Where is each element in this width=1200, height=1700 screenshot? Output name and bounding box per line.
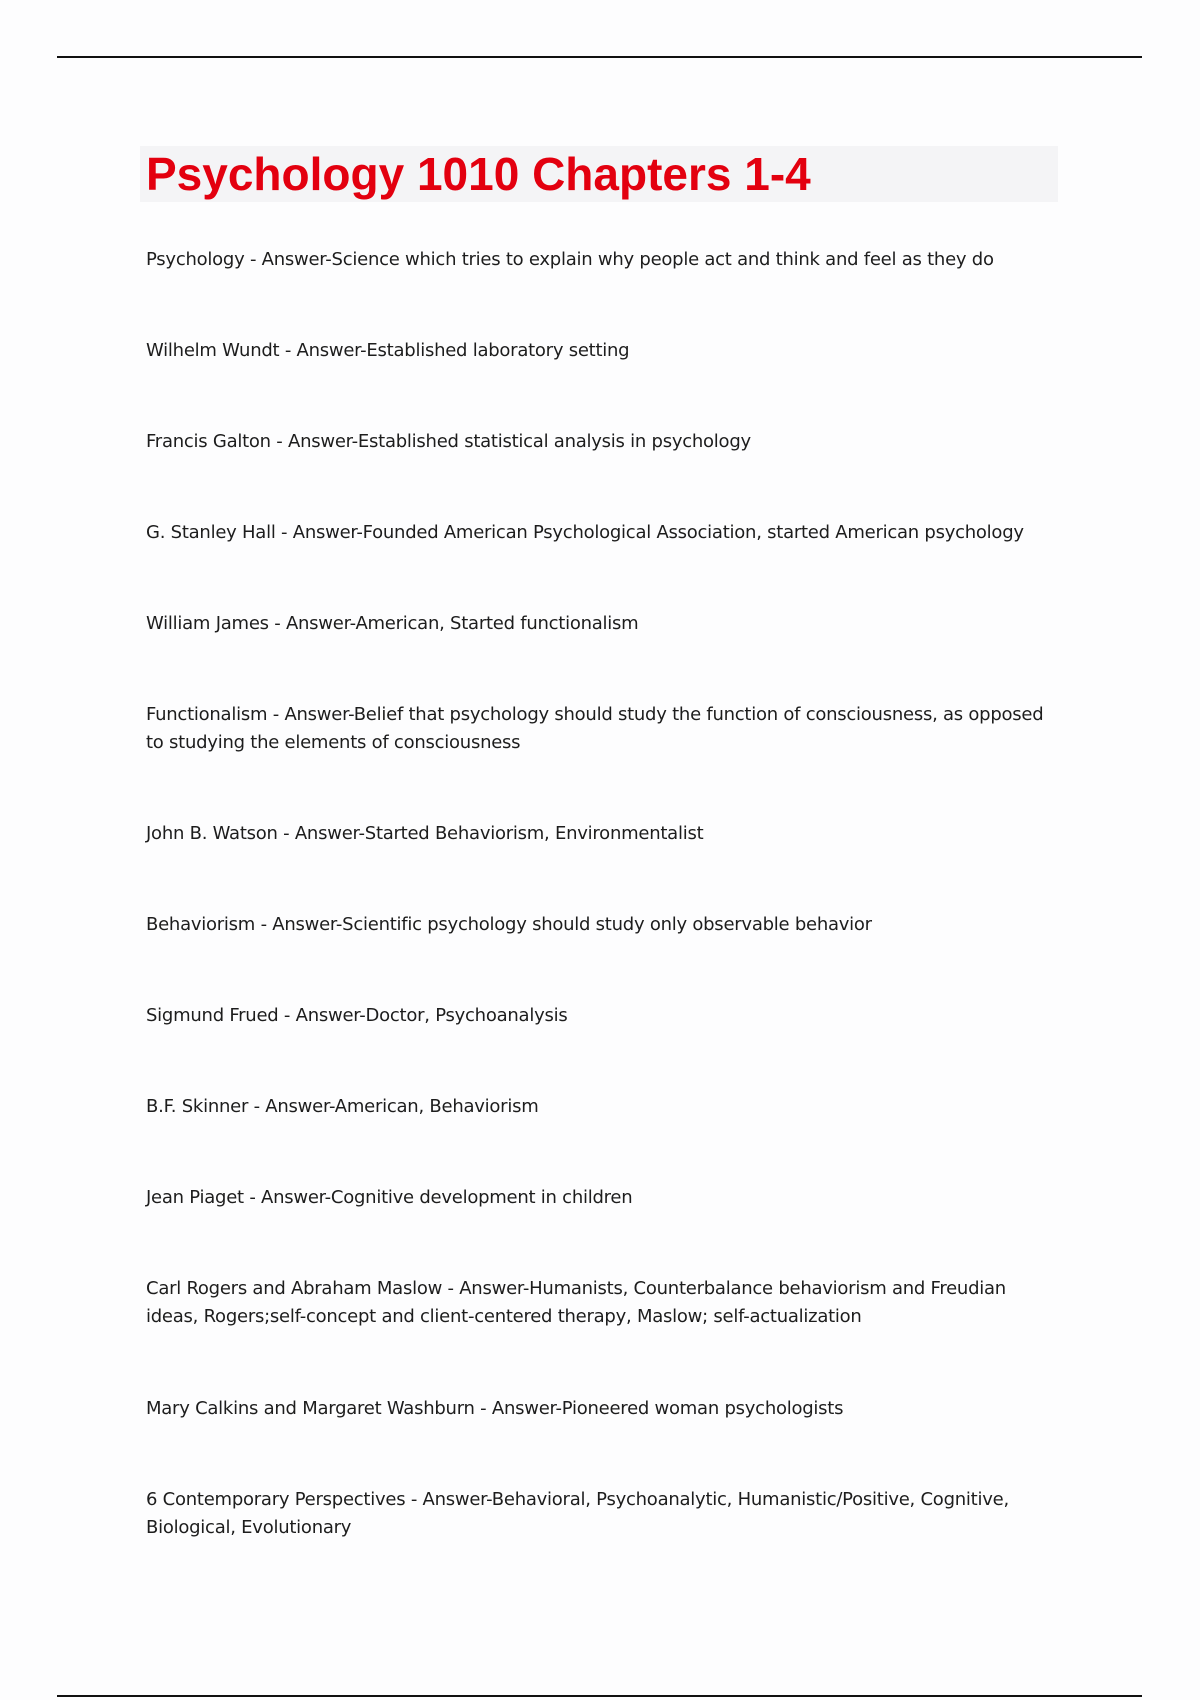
- qa-entry: John B. Watson - Answer-Started Behaviorism, Environmentalist: [146, 823, 704, 844]
- qa-entry: Mary Calkins and Margaret Washburn - Answer-Pioneered woman psychologists: [146, 1398, 844, 1419]
- qa-entry: Functionalism - Answer-Belief that psychology should study the function of consciousness, as opposed to studying the elements of consciousness: [146, 704, 1044, 753]
- qa-entry: Behaviorism - Answer-Scientific psychology should study only observable behavior: [146, 914, 872, 935]
- qa-entry: G. Stanley Hall - Answer-Founded American Psychological Association, started American psychology: [146, 522, 1024, 543]
- qa-entry: Psychology - Answer-Science which tries to explain why people act and think and feel as they do: [146, 249, 994, 270]
- qa-entry: Carl Rogers and Abraham Maslow - Answer-Humanists, Counterbalance behaviorism and Freudian ideas, Rogers;self-concept and client-centered therapy, Maslow; self-actualization: [146, 1278, 1006, 1327]
- qa-entry: B.F. Skinner - Answer-American, Behaviorism: [146, 1096, 539, 1117]
- qa-entry: 6 Contemporary Perspectives - Answer-Behavioral, Psychoanalytic, Humanistic/Positive, Cognitive, Biological, Evolutionary: [146, 1489, 1009, 1538]
- qa-entry: Francis Galton - Answer-Established statistical analysis in psychology: [146, 431, 751, 452]
- qa-entry: Wilhelm Wundt - Answer-Established laboratory setting: [146, 340, 630, 361]
- document-title: Psychology 1010 Chapters 1-4: [146, 148, 811, 200]
- qa-entry: Jean Piaget - Answer-Cognitive development in children: [146, 1187, 633, 1208]
- top-rule: [57, 56, 1142, 58]
- bottom-rule: [57, 1695, 1142, 1697]
- qa-entry: William James - Answer-American, Started functionalism: [146, 613, 639, 634]
- qa-entry: Sigmund Frued - Answer-Doctor, Psychoanalysis: [146, 1005, 568, 1026]
